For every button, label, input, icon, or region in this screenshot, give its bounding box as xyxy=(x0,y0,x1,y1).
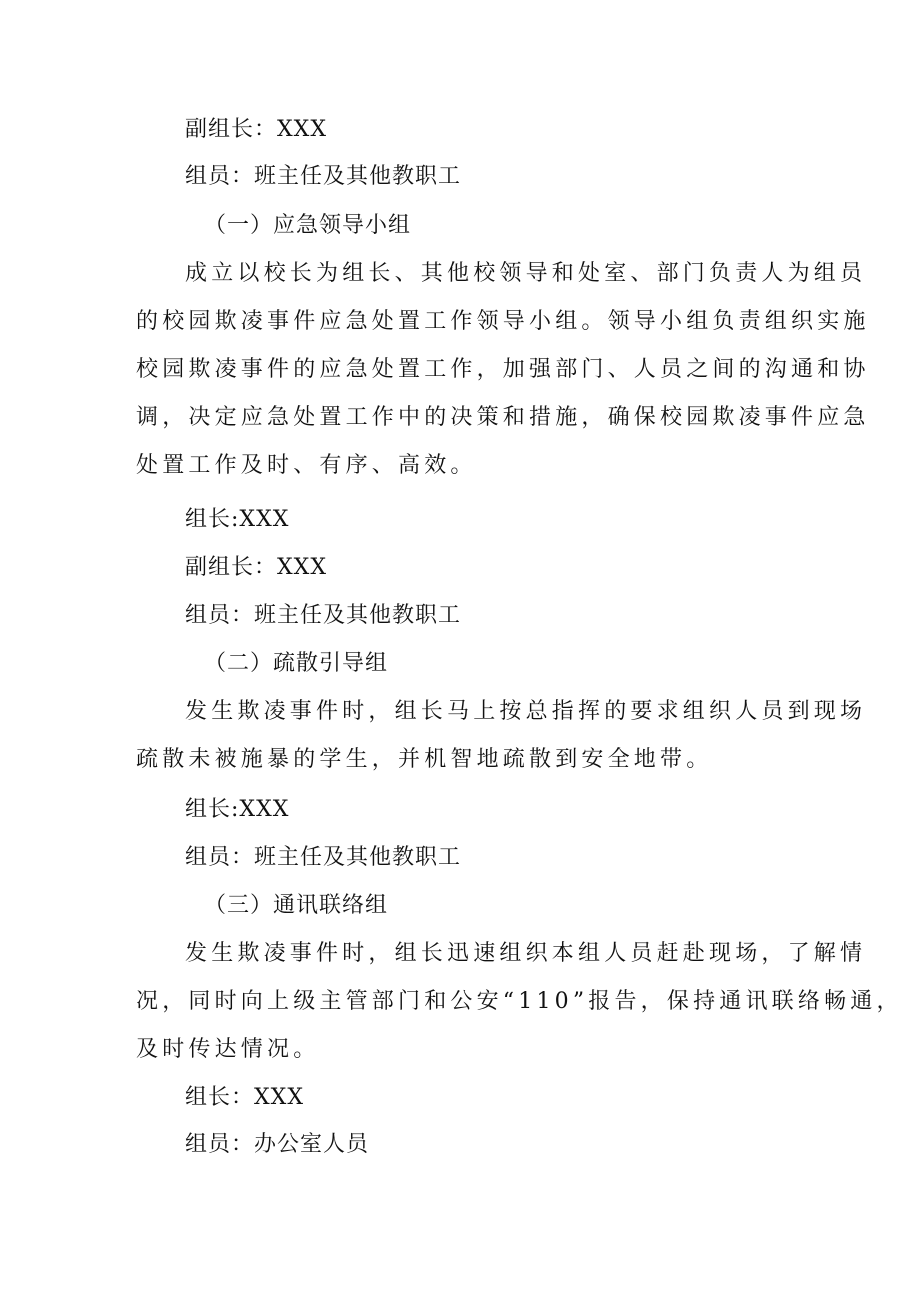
section-heading-2: （二）疏散引导组 xyxy=(204,651,389,676)
section-heading-1: （一）应急领导小组 xyxy=(204,213,412,238)
leader-line-3: 组长：XXX xyxy=(185,1085,304,1110)
paragraph-3-line-1: 发生欺凌事件时，组长迅速组织本组人员赶赴现场，了解情 xyxy=(185,941,867,966)
leader-line-1: 组长:XXX xyxy=(185,507,290,532)
paragraph-2-line-1: 发生欺凌事件时，组长马上按总指挥的要求组织人员到现场 xyxy=(185,699,867,724)
member-line-4: 组员：办公室人员 xyxy=(185,1132,370,1157)
paragraph-3-line-3: 及时传达情况。 xyxy=(136,1037,320,1062)
paragraph-1-line-3: 校园欺凌事件的应急处置工作，加强部门、人员之间的沟通和协 xyxy=(136,357,870,382)
vice-leader-line-2: 副组长：XXX xyxy=(185,555,327,580)
leader-line-2: 组长:XXX xyxy=(185,797,290,822)
member-line-3: 组员：班主任及其他教职工 xyxy=(185,845,462,870)
vice-leader-line-1: 副组长：XXX xyxy=(185,117,327,142)
paragraph-1-line-1: 成立以校长为组长、其他校领导和处室、部门负责人为组员 xyxy=(185,261,867,286)
section-heading-3: （三）通讯联络组 xyxy=(204,893,389,918)
member-line-2: 组员：班主任及其他教职工 xyxy=(185,603,462,628)
paragraph-1-line-4: 调，决定应急处置工作中的决策和措施，确保校园欺凌事件应急 xyxy=(136,405,870,430)
paragraph-1-line-2: 的校园欺凌事件应急处置工作领导小组。领导小组负责组织实施 xyxy=(136,309,870,334)
paragraph-1-line-5: 处置工作及时、有序、高效。 xyxy=(136,453,477,478)
paragraph-2-line-2: 疏散未被施暴的学生，并机智地疏散到安全地带。 xyxy=(136,747,713,772)
member-line-1: 组员：班主任及其他教职工 xyxy=(185,164,462,189)
paragraph-3-line-2: 况，同时向上级主管部门和公安“110”报告，保持通讯联络畅通， xyxy=(136,989,903,1014)
